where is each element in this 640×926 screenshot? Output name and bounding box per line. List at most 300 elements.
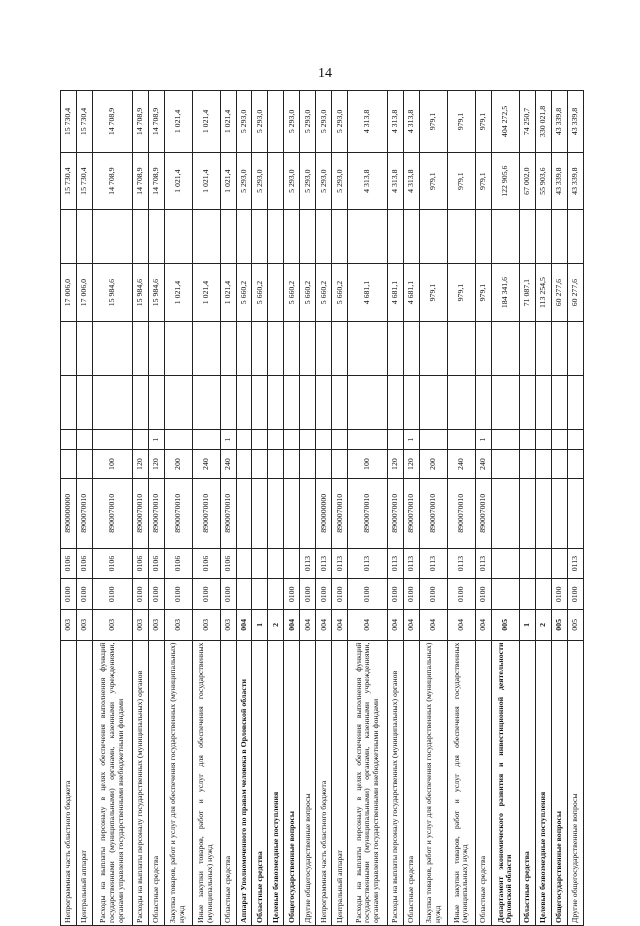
amount-cell-c11: 43 339,8 (567, 152, 583, 209)
code-cell-c6 (92, 429, 132, 450)
amount-cell-c10 (535, 210, 551, 264)
code-cell-c5: 120 (388, 450, 404, 479)
code-cell-c5: 240 (448, 450, 476, 479)
amount-cell-c9: 5 660,2 (316, 264, 332, 321)
amount-cell-c7 (148, 375, 164, 429)
amount-cell-c7 (268, 375, 284, 429)
amount-cell-c11: 43 339,8 (551, 152, 567, 209)
amount-cell-c8 (192, 321, 220, 375)
amount-cell-c11: 122 905,6 (491, 152, 519, 209)
code-cell-c1: 003 (220, 610, 236, 640)
code-cell-c6 (164, 429, 192, 450)
amount-cell-c10 (551, 210, 567, 264)
amount-cell-c9: 184 341,6 (491, 264, 519, 321)
amount-cell-c8 (76, 321, 92, 375)
code-cell-c3: 0113 (567, 548, 583, 579)
code-cell-c1: 1 (252, 610, 268, 640)
code-cell-c4: 8900070010 (164, 478, 192, 548)
amount-cell-c8 (404, 321, 420, 375)
amount-cell-c7 (220, 375, 236, 429)
code-cell-c3: 0113 (300, 548, 316, 579)
code-cell-c6 (284, 429, 300, 450)
row-name-cell: Целевые безвозмездные поступления (268, 640, 284, 925)
amount-cell-c12: 4 313,8 (348, 91, 388, 153)
code-cell-c5: 200 (420, 450, 448, 479)
code-cell-c3 (519, 548, 535, 579)
amount-cell-c9: 979,1 (420, 264, 448, 321)
budget-table-rotated (60, 90, 584, 926)
code-cell-c4: 8900070010 (192, 478, 220, 548)
amount-cell-c8 (236, 321, 252, 375)
amount-cell-c7 (61, 375, 77, 429)
table-row (76, 91, 92, 926)
code-cell-c6 (519, 429, 535, 450)
code-cell-c5 (76, 450, 92, 479)
row-name-cell: Областные средства (252, 640, 268, 925)
code-cell-c3 (535, 548, 551, 579)
code-cell-c2: 0100 (192, 579, 220, 610)
code-cell-c3 (268, 548, 284, 579)
amount-cell-c11: 15 730,4 (61, 152, 77, 209)
amount-cell-c11: 979,1 (475, 152, 491, 209)
amount-cell-c11: 5 293,0 (316, 152, 332, 209)
table-row (475, 91, 491, 926)
code-cell-c2: 0100 (475, 579, 491, 610)
amount-cell-c10 (268, 210, 284, 264)
code-cell-c1: 005 (491, 610, 519, 640)
row-name-cell: Общегосударственные вопросы (284, 640, 300, 925)
code-cell-c4: 8900070010 (448, 478, 476, 548)
code-cell-c6 (348, 429, 388, 450)
amount-cell-c12: 43 339,8 (551, 91, 567, 153)
code-cell-c3: 0106 (61, 548, 77, 579)
row-name-cell: Непрограммная часть областного бюджета (61, 640, 77, 925)
amount-cell-c8 (535, 321, 551, 375)
code-cell-c4 (535, 478, 551, 548)
amount-cell-c12: 330 021,8 (535, 91, 551, 153)
code-cell-c2: 0100 (300, 579, 316, 610)
amount-cell-c8 (148, 321, 164, 375)
table-row (61, 91, 77, 926)
amount-cell-c10 (284, 210, 300, 264)
amount-cell-c8 (300, 321, 316, 375)
table-row (448, 91, 476, 926)
amount-cell-c10 (567, 210, 583, 264)
code-cell-c3 (551, 548, 567, 579)
code-cell-c6 (61, 429, 77, 450)
amount-cell-c7 (76, 375, 92, 429)
code-cell-c4: 8900070010 (332, 478, 348, 548)
code-cell-c6 (448, 429, 476, 450)
amount-cell-c10 (316, 210, 332, 264)
amount-cell-c9: 113 254,5 (535, 264, 551, 321)
amount-cell-c11: 5 293,0 (236, 152, 252, 209)
amount-cell-c8 (268, 321, 284, 375)
code-cell-c4 (268, 478, 284, 548)
code-cell-c3: 0113 (420, 548, 448, 579)
amount-cell-c11: 14 708,9 (148, 152, 164, 209)
amount-cell-c10 (332, 210, 348, 264)
amount-cell-c12: 4 313,8 (404, 91, 420, 153)
code-cell-c4: 8900000000 (61, 478, 77, 548)
row-name-cell: Другие общегосударственные вопросы (567, 640, 583, 925)
amount-cell-c8 (61, 321, 77, 375)
code-cell-c1: 004 (388, 610, 404, 640)
code-cell-c1: 1 (519, 610, 535, 640)
code-cell-c5 (551, 450, 567, 479)
code-cell-c2: 0100 (61, 579, 77, 610)
code-cell-c1: 003 (132, 610, 148, 640)
table-row (236, 91, 252, 926)
amount-cell-c7 (236, 375, 252, 429)
code-cell-c2: 0100 (164, 579, 192, 610)
code-cell-c2: 0100 (92, 579, 132, 610)
code-cell-c4 (567, 478, 583, 548)
amount-cell-c9: 1 021,4 (164, 264, 192, 321)
amount-cell-c7 (404, 375, 420, 429)
code-cell-c1: 2 (268, 610, 284, 640)
table-row (519, 91, 535, 926)
amount-cell-c12: 979,1 (420, 91, 448, 153)
code-cell-c5: 240 (220, 450, 236, 479)
code-cell-c3 (252, 548, 268, 579)
code-cell-c5 (236, 450, 252, 479)
amount-cell-c10 (300, 210, 316, 264)
code-cell-c3 (236, 548, 252, 579)
code-cell-c1: 003 (61, 610, 77, 640)
amount-cell-c10 (220, 210, 236, 264)
code-cell-c2: 0100 (76, 579, 92, 610)
amount-cell-c8 (164, 321, 192, 375)
amount-cell-c10 (420, 210, 448, 264)
code-cell-c5 (491, 450, 519, 479)
code-cell-c1: 004 (348, 610, 388, 640)
table-row (252, 91, 268, 926)
amount-cell-c7 (420, 375, 448, 429)
table-row (164, 91, 192, 926)
code-cell-c4: 8900070010 (475, 478, 491, 548)
code-cell-c5 (61, 450, 77, 479)
code-cell-c1: 2 (535, 610, 551, 640)
amount-cell-c12: 979,1 (475, 91, 491, 153)
amount-cell-c8 (348, 321, 388, 375)
code-cell-c5 (300, 450, 316, 479)
amount-cell-c12: 979,1 (448, 91, 476, 153)
amount-cell-c11 (268, 152, 284, 209)
code-cell-c6 (300, 429, 316, 450)
table-row (420, 91, 448, 926)
amount-cell-c7 (567, 375, 583, 429)
amount-cell-c11: 979,1 (448, 152, 476, 209)
code-cell-c6 (192, 429, 220, 450)
code-cell-c4 (519, 478, 535, 548)
code-cell-c4 (284, 478, 300, 548)
amount-cell-c11: 5 293,0 (300, 152, 316, 209)
code-cell-c2: 0100 (148, 579, 164, 610)
amount-cell-c11: 4 313,8 (388, 152, 404, 209)
table-row (551, 91, 567, 926)
amount-cell-c11: 15 730,4 (76, 152, 92, 209)
code-cell-c6: 1 (148, 429, 164, 450)
code-cell-c1: 004 (332, 610, 348, 640)
code-cell-c5: 100 (92, 450, 132, 479)
row-name-cell: Областные средства (519, 640, 535, 925)
amount-cell-c9: 17 006,0 (76, 264, 92, 321)
code-cell-c6: 1 (404, 429, 420, 450)
row-name-cell: Департамент экономического развития и инвестиционной деятельности Орловской области (491, 640, 519, 925)
table-row (404, 91, 420, 926)
code-cell-c3: 0113 (475, 548, 491, 579)
amount-cell-c8 (475, 321, 491, 375)
code-cell-c3: 0113 (404, 548, 420, 579)
amount-cell-c9: 5 660,2 (284, 264, 300, 321)
code-cell-c1: 004 (284, 610, 300, 640)
amount-cell-c7 (316, 375, 332, 429)
amount-cell-c9: 17 006,0 (61, 264, 77, 321)
amount-cell-c12: 5 293,0 (316, 91, 332, 153)
table-row (220, 91, 236, 926)
budget-table-body (61, 91, 584, 926)
code-cell-c6 (252, 429, 268, 450)
amount-cell-c12: 5 293,0 (236, 91, 252, 153)
code-cell-c3: 0106 (148, 548, 164, 579)
amount-cell-c10 (92, 210, 132, 264)
table-row (332, 91, 348, 926)
amount-cell-c10 (404, 210, 420, 264)
amount-cell-c11: 67 002,0 (519, 152, 535, 209)
code-cell-c3: 0106 (132, 548, 148, 579)
code-cell-c3: 0106 (92, 548, 132, 579)
code-cell-c2 (252, 579, 268, 610)
code-cell-c5 (316, 450, 332, 479)
code-cell-c2 (491, 579, 519, 610)
table-row (491, 91, 519, 926)
amount-cell-c10 (236, 210, 252, 264)
amount-cell-c8 (284, 321, 300, 375)
amount-cell-c12 (268, 91, 284, 153)
amount-cell-c11: 5 293,0 (252, 152, 268, 209)
code-cell-c2 (236, 579, 252, 610)
code-cell-c4: 8900070010 (388, 478, 404, 548)
amount-cell-c7 (535, 375, 551, 429)
code-cell-c4: 8900070010 (76, 478, 92, 548)
amount-cell-c7 (519, 375, 535, 429)
code-cell-c4: 8900070010 (148, 478, 164, 548)
code-cell-c1: 004 (448, 610, 476, 640)
code-cell-c6 (491, 429, 519, 450)
row-name-cell: Иные закупки товаров, работ и услуг для обеспечения государственных (муниципальных) нужд (192, 640, 220, 925)
code-cell-c2 (535, 579, 551, 610)
code-cell-c6 (76, 429, 92, 450)
amount-cell-c12: 14 708,9 (148, 91, 164, 153)
code-cell-c2: 0100 (388, 579, 404, 610)
amount-cell-c10 (491, 210, 519, 264)
amount-cell-c7 (491, 375, 519, 429)
code-cell-c6 (132, 429, 148, 450)
code-cell-c1: 005 (567, 610, 583, 640)
amount-cell-c8 (420, 321, 448, 375)
amount-cell-c9: 4 681,1 (388, 264, 404, 321)
code-cell-c5: 120 (148, 450, 164, 479)
code-cell-c5: 100 (348, 450, 388, 479)
code-cell-c6 (551, 429, 567, 450)
amount-cell-c7 (252, 375, 268, 429)
code-cell-c3: 0106 (164, 548, 192, 579)
amount-cell-c11: 5 293,0 (332, 152, 348, 209)
amount-cell-c9: 4 681,1 (348, 264, 388, 321)
table-row (92, 91, 132, 926)
amount-cell-c9: 60 277,6 (567, 264, 583, 321)
row-name-cell: Общегосударственные вопросы (551, 640, 567, 925)
code-cell-c3: 0113 (388, 548, 404, 579)
code-cell-c3 (284, 548, 300, 579)
code-cell-c1: 004 (420, 610, 448, 640)
code-cell-c3 (491, 548, 519, 579)
table-row (268, 91, 284, 926)
amount-cell-c9: 5 660,2 (300, 264, 316, 321)
code-cell-c4: 8900070010 (220, 478, 236, 548)
amount-cell-c10 (252, 210, 268, 264)
code-cell-c1: 004 (300, 610, 316, 640)
code-cell-c6 (268, 429, 284, 450)
row-name-cell: Областные средства (148, 640, 164, 925)
code-cell-c1: 003 (192, 610, 220, 640)
amount-cell-c12: 15 730,4 (76, 91, 92, 153)
amount-cell-c10 (164, 210, 192, 264)
table-row (567, 91, 583, 926)
amount-cell-c12: 15 730,4 (61, 91, 77, 153)
amount-cell-c8 (448, 321, 476, 375)
amount-cell-c7 (284, 375, 300, 429)
amount-cell-c12: 1 021,4 (164, 91, 192, 153)
table-row (388, 91, 404, 926)
code-cell-c5: 240 (192, 450, 220, 479)
amount-cell-c7 (448, 375, 476, 429)
amount-cell-c10 (475, 210, 491, 264)
code-cell-c3: 0113 (348, 548, 388, 579)
amount-cell-c7 (132, 375, 148, 429)
code-cell-c4 (252, 478, 268, 548)
amount-cell-c11: 5 293,0 (284, 152, 300, 209)
row-name-cell: Другие общегосударственные вопросы (300, 640, 316, 925)
amount-cell-c7 (92, 375, 132, 429)
code-cell-c6 (567, 429, 583, 450)
code-cell-c2: 0100 (316, 579, 332, 610)
code-cell-c3: 0106 (76, 548, 92, 579)
code-cell-c5: 200 (164, 450, 192, 479)
amount-cell-c8 (220, 321, 236, 375)
amount-cell-c9: 1 021,4 (220, 264, 236, 321)
code-cell-c6 (420, 429, 448, 450)
amount-cell-c7 (164, 375, 192, 429)
amount-cell-c12: 5 293,0 (252, 91, 268, 153)
code-cell-c5 (519, 450, 535, 479)
amount-cell-c8 (567, 321, 583, 375)
amount-cell-c8 (252, 321, 268, 375)
code-cell-c1: 003 (92, 610, 132, 640)
code-cell-c4: 8900070010 (404, 478, 420, 548)
code-cell-c4 (300, 478, 316, 548)
amount-cell-c12: 14 708,9 (132, 91, 148, 153)
amount-cell-c10 (61, 210, 77, 264)
code-cell-c2: 0100 (567, 579, 583, 610)
code-cell-c3: 0113 (448, 548, 476, 579)
page-number: 14 (318, 66, 332, 81)
row-name-cell: Областные средства (404, 640, 420, 925)
amount-cell-c12: 5 293,0 (300, 91, 316, 153)
code-cell-c3: 0106 (220, 548, 236, 579)
amount-cell-c8 (519, 321, 535, 375)
amount-cell-c12: 74 250,7 (519, 91, 535, 153)
amount-cell-c9: 5 660,2 (332, 264, 348, 321)
row-name-cell: Целевые безвозмездные поступления (535, 640, 551, 925)
row-name-cell: Иные закупки товаров, работ и услуг для обеспечения государственных (муниципальных) нужд (448, 640, 476, 925)
code-cell-c5 (284, 450, 300, 479)
code-cell-c5 (268, 450, 284, 479)
amount-cell-c9: 979,1 (448, 264, 476, 321)
code-cell-c3: 0113 (332, 548, 348, 579)
amount-cell-c10 (76, 210, 92, 264)
row-name-cell: Центральный аппарат (332, 640, 348, 925)
row-name-cell: Расходы на выплаты персоналу государственных (муниципальных) органов (388, 640, 404, 925)
amount-cell-c8 (551, 321, 567, 375)
amount-cell-c10 (192, 210, 220, 264)
table-row (192, 91, 220, 926)
table-row (284, 91, 300, 926)
amount-cell-c7 (348, 375, 388, 429)
amount-cell-c9: 979,1 (475, 264, 491, 321)
amount-cell-c9: 71 087,1 (519, 264, 535, 321)
code-cell-c4 (236, 478, 252, 548)
amount-cell-c10 (132, 210, 148, 264)
row-name-cell: Центральный аппарат (76, 640, 92, 925)
table-row (348, 91, 388, 926)
amount-cell-c10 (348, 210, 388, 264)
row-name-cell: Непрограммная часть областного бюджета (316, 640, 332, 925)
code-cell-c5 (535, 450, 551, 479)
table-row (535, 91, 551, 926)
code-cell-c2: 0100 (132, 579, 148, 610)
amount-cell-c8 (92, 321, 132, 375)
row-name-cell: Закупка товаров, работ и услуг для обеспечения государственных (муниципальных) нужд (164, 640, 192, 925)
row-name-cell: Расходы на выплаты персоналу государственных (муниципальных) органов (132, 640, 148, 925)
amount-cell-c12: 14 708,9 (92, 91, 132, 153)
amount-cell-c11: 1 021,4 (164, 152, 192, 209)
amount-cell-c7 (475, 375, 491, 429)
code-cell-c2: 0100 (332, 579, 348, 610)
code-cell-c6 (332, 429, 348, 450)
budget-table (60, 90, 584, 926)
code-cell-c6 (535, 429, 551, 450)
code-cell-c1: 005 (551, 610, 567, 640)
code-cell-c3: 0113 (316, 548, 332, 579)
amount-cell-c12: 5 293,0 (332, 91, 348, 153)
code-cell-c4 (551, 478, 567, 548)
code-cell-c1: 004 (316, 610, 332, 640)
amount-cell-c11: 4 313,8 (404, 152, 420, 209)
code-cell-c5: 120 (132, 450, 148, 479)
amount-cell-c9: 60 277,6 (551, 264, 567, 321)
amount-cell-c11: 1 021,4 (220, 152, 236, 209)
code-cell-c5 (567, 450, 583, 479)
code-cell-c2: 0100 (404, 579, 420, 610)
amount-cell-c12: 5 293,0 (284, 91, 300, 153)
amount-cell-c8 (132, 321, 148, 375)
amount-cell-c12: 4 313,8 (388, 91, 404, 153)
code-cell-c2: 0100 (284, 579, 300, 610)
amount-cell-c7 (192, 375, 220, 429)
amount-cell-c8 (388, 321, 404, 375)
